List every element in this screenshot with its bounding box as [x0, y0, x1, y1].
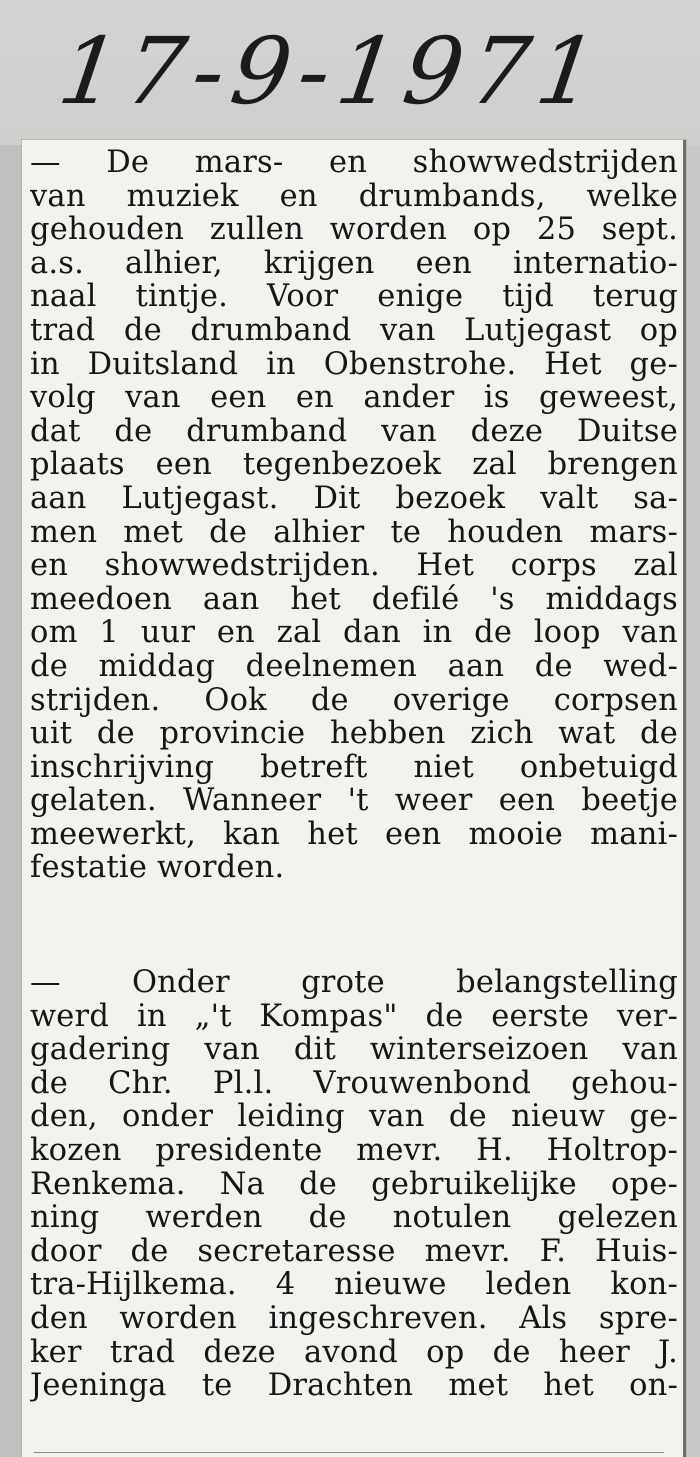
article-line: den worden ingeschreven. Als spre-	[30, 1301, 678, 1336]
article-line: trad de drumband van Lutjegast op	[30, 313, 678, 348]
newspaper-clipping	[22, 140, 686, 1457]
article-line: a.s. alhier, krijgen een internatio-	[30, 246, 678, 281]
article-line: men met de alhier te houden mars-	[30, 515, 678, 550]
article-line: gelaten. Wanneer 't weer een beetje	[30, 784, 678, 818]
scan-header-strip	[0, 0, 700, 145]
article-drumbands	[30, 146, 678, 885]
article-line: naal tintje. Voor enige tijd terug	[30, 280, 678, 314]
article-line: strijden. Ook de overige corpsen	[30, 683, 678, 718]
article-line: volg van een en ander is geweest,	[30, 381, 678, 415]
column-rule	[683, 140, 686, 1457]
article-line: aan Lutjegast. Dit bezoek valt sa-	[30, 481, 678, 516]
article-line: — De mars- en showwedstrijden	[30, 146, 678, 180]
article-line: dat de drumband van deze Duitse	[30, 414, 678, 449]
article-line: tra-Hijlkema. 4 nieuwe leden kon-	[30, 1268, 678, 1302]
handwritten-date: 17-9-1971	[52, 18, 612, 125]
article-line: in Duitsland in Obenstrohe. Het ge-	[30, 347, 678, 382]
article-line: uit de provincie hebben zich wat de	[30, 717, 678, 751]
article-vrouwenbond	[30, 966, 678, 1403]
article-line: — Onder grote belangstelling	[30, 966, 678, 1000]
article-line: Renkema. Na de gebruikelijke ope-	[30, 1167, 678, 1202]
article-line: den, onder leiding van de nieuw ge-	[30, 1100, 678, 1134]
article-line: meewerkt, kan het een mooie mani-	[30, 817, 678, 852]
article-line: Jeeninga te Drachten met het on-	[30, 1369, 678, 1403]
article-line: ning werden de notulen gelezen	[30, 1201, 678, 1235]
article-line: kozen presidente mevr. H. Holtrop-	[30, 1133, 678, 1168]
article-line: ker trad deze avond op de heer J.	[30, 1335, 678, 1370]
article-line: van muziek en drumbands, welke	[30, 179, 678, 214]
article-line: plaats een tegenbezoek zal brengen	[30, 448, 678, 482]
article-line: om 1 uur en zal dan in de loop van	[30, 616, 678, 650]
article-line: en showwedstrijden. Het corps zal	[30, 549, 678, 583]
bottom-rule	[34, 1452, 664, 1453]
article-line: door de secretaresse mevr. F. Huis-	[30, 1234, 678, 1269]
article-line: inschrijving betreft niet onbetuigd	[30, 750, 678, 785]
article-line: de middag deelnemen aan de wed-	[30, 649, 678, 684]
article-line: de Chr. Pl.l. Vrouwenbond gehou-	[30, 1066, 678, 1101]
article-line: meedoen aan het defilé 's middags	[30, 582, 678, 617]
article-line: gadering van dit winterseizoen van	[30, 1033, 678, 1067]
article-line: gehouden zullen worden op 25 sept.	[30, 213, 678, 247]
article-line: festatie worden.	[30, 851, 285, 886]
article-line: werd in „'t Kompas" de eerste ver-	[30, 999, 678, 1034]
